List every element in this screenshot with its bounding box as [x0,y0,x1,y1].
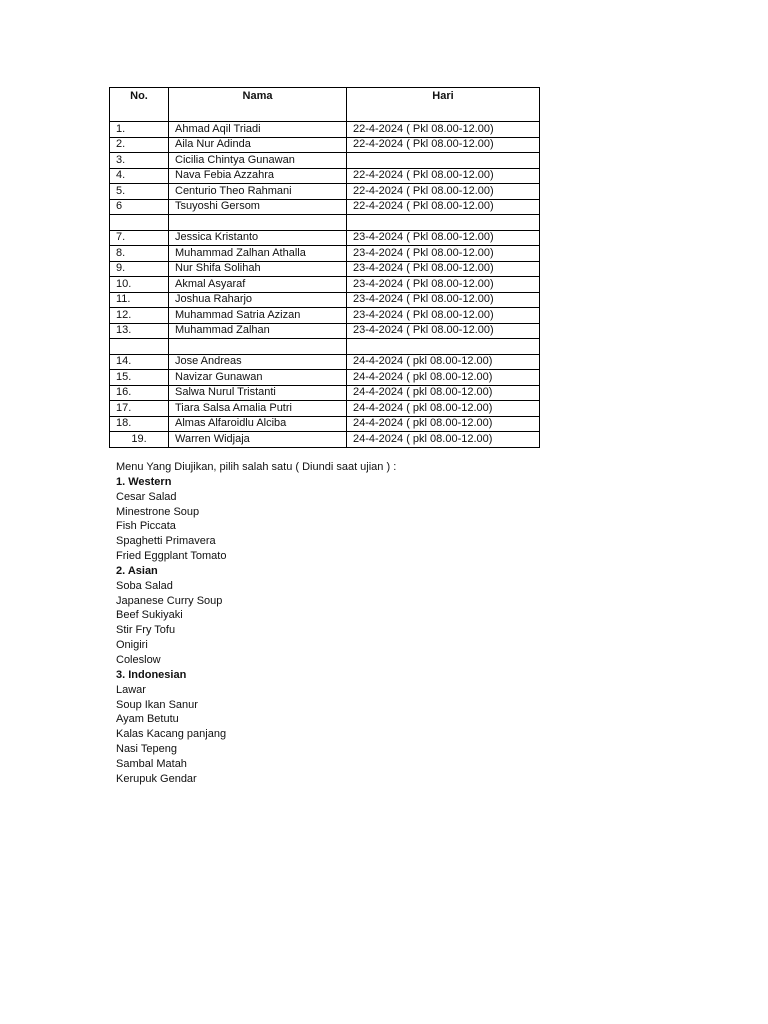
cell-nama: Jessica Kristanto [169,230,347,246]
cell-no: 7. [110,230,169,246]
table-row [110,323,540,339]
cell-hari: 22-4-2024 ( Pkl 08.00-12.00) [347,122,540,138]
cell-no: 5. [110,184,169,200]
cell-no: 4. [110,168,169,184]
cell-hari: 23-4-2024 ( Pkl 08.00-12.00) [347,277,540,293]
spacer-cell [169,215,347,231]
cell-hari: 22-4-2024 ( Pkl 08.00-12.00) [347,199,540,215]
cell-hari: 24-4-2024 ( pkl 08.00-12.00) [347,416,540,432]
menu-item: Kerupuk Gendar [116,772,197,785]
cell-nama: Muhammad Satria Azizan [169,308,347,324]
spacer-row [110,215,540,231]
cell-nama: Salwa Nurul Tristanti [169,385,347,401]
menu-item: Beef Sukiyaki [116,609,183,622]
menu-item: Soba Salad [116,579,173,592]
header-no: No. [110,88,169,122]
table-row [110,354,540,370]
table-row [110,246,540,262]
cell-hari [347,153,540,169]
schedule-table [109,87,540,448]
spacer-row [110,339,540,355]
table-row [110,168,540,184]
table-row [110,137,540,153]
table-row [110,370,540,386]
cell-nama: Akmal Asyaraf [169,277,347,293]
cell-hari: 22-4-2024 ( Pkl 08.00-12.00) [347,184,540,200]
menu-item: Ayam Betutu [116,713,179,726]
cell-hari: 22-4-2024 ( Pkl 08.00-12.00) [347,168,540,184]
header-row [110,88,540,122]
cell-nama: Aila Nur Adinda [169,137,347,153]
table-row [110,385,540,401]
table-row [110,432,540,448]
cell-hari: 24-4-2024 ( pkl 08.00-12.00) [347,370,540,386]
menu-section-heading: 3. Indonesian [116,668,187,681]
cell-no: 8. [110,246,169,262]
cell-nama: Muhammad Zalhan Athalla [169,246,347,262]
cell-no: 17. [110,401,169,417]
spacer-cell [110,339,169,355]
menu-item: Sambal Matah [116,757,187,770]
cell-nama: Muhammad Zalhan [169,323,347,339]
menu-sections [116,475,396,787]
table-row [110,308,540,324]
table-row [110,401,540,417]
table-row [110,153,540,169]
cell-hari: 23-4-2024 ( Pkl 08.00-12.00) [347,246,540,262]
menu-item: Stir Fry Tofu [116,624,176,637]
table-row [110,230,540,246]
cell-nama: Joshua Raharjo [169,292,347,308]
cell-nama: Ahmad Aqil Triadi [169,122,347,138]
spacer-cell [347,339,540,355]
cell-nama: Tiara Salsa Amalia Putri [169,401,347,417]
spacer-cell [347,215,540,231]
cell-hari: 23-4-2024 ( Pkl 08.00-12.00) [347,292,540,308]
cell-no: 9. [110,261,169,277]
schedule-table-header [110,88,540,122]
header-nama: Nama [169,88,347,122]
menu-item: Soup Ikan Sanur [116,698,198,711]
menu-item: Coleslow [116,653,161,666]
table-row [110,199,540,215]
cell-no: 15. [110,370,169,386]
cell-nama: Almas Alfaroidlu Alciba [169,416,347,432]
menu-item: Minestrone Soup [116,505,200,518]
table-row [110,261,540,277]
cell-no: 6 [110,199,169,215]
cell-hari: 23-4-2024 ( Pkl 08.00-12.00) [347,230,540,246]
table-row [110,184,540,200]
table-row [110,122,540,138]
cell-hari: 23-4-2024 ( Pkl 08.00-12.00) [347,323,540,339]
menu-item: Nasi Tepeng [116,743,177,756]
cell-no: 2. [110,137,169,153]
menu-item: Japanese Curry Soup [116,594,223,607]
schedule-table-body [110,122,540,448]
header-hari: Hari [347,88,540,122]
cell-hari: 24-4-2024 ( pkl 08.00-12.00) [347,385,540,401]
cell-hari: 23-4-2024 ( Pkl 08.00-12.00) [347,261,540,277]
cell-nama: Navizar Gunawan [169,370,347,386]
cell-hari: 23-4-2024 ( Pkl 08.00-12.00) [347,308,540,324]
cell-nama: Nur Shifa Solihah [169,261,347,277]
cell-no: 10. [110,277,169,293]
cell-hari: 24-4-2024 ( pkl 08.00-12.00) [347,432,540,448]
menu-intro: Menu Yang Diujikan, pilih salah satu ( Diundi saat ujian ) : [116,461,397,473]
menu-item: Spaghetti Primavera [116,535,216,548]
menu-item: Lawar [116,683,146,696]
table-row [110,416,540,432]
menu-item: Cesar Salad [116,490,177,503]
cell-no: 3. [110,153,169,169]
menu-item: Fish Piccata [116,520,176,533]
menu-item: Fried Eggplant Tomato [116,550,227,563]
cell-no: 11. [110,292,169,308]
cell-nama: Jose Andreas [169,354,347,370]
menu-section-heading: 2. Asian [116,564,158,577]
menu-section-heading: 1. Western [116,475,172,488]
table-row [110,277,540,293]
cell-nama: Centurio Theo Rahmani [169,184,347,200]
cell-no: 12. [110,308,169,324]
cell-no: 14. [110,354,169,370]
cell-nama: Tsuyoshi Gersom [169,199,347,215]
cell-nama: Nava Febia Azzahra [169,168,347,184]
cell-hari: 22-4-2024 ( Pkl 08.00-12.00) [347,137,540,153]
cell-no: 19. [110,432,169,448]
cell-no: 1. [110,122,169,138]
menu-item: Onigiri [116,639,148,652]
cell-no: 18. [110,416,169,432]
cell-no: 16. [110,385,169,401]
cell-nama: Warren Widjaja [169,432,347,448]
cell-nama: Cicilia Chintya Gunawan [169,153,347,169]
cell-no: 13. [110,323,169,339]
cell-hari: 24-4-2024 ( pkl 08.00-12.00) [347,401,540,417]
spacer-cell [110,215,169,231]
menu-list [116,460,396,787]
cell-hari: 24-4-2024 ( pkl 08.00-12.00) [347,354,540,370]
table-row [110,292,540,308]
menu-item: Kalas Kacang panjang [116,728,227,741]
spacer-cell [169,339,347,355]
